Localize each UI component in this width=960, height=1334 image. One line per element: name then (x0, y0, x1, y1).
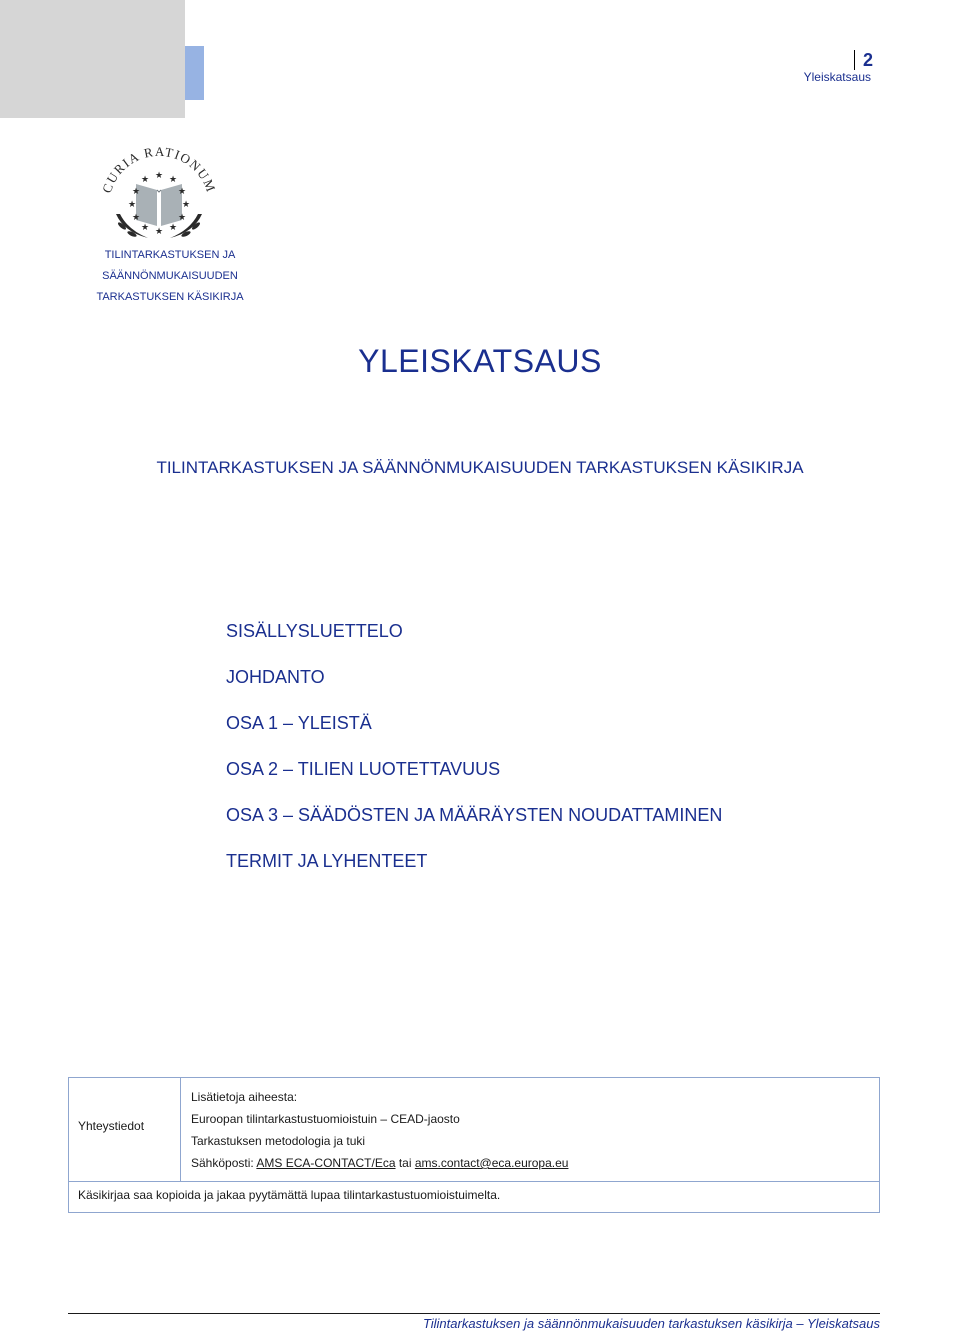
header-blue-band (185, 46, 204, 100)
email-link-external[interactable]: ams.contact@eca.europa.eu (414, 1156, 569, 1170)
contact-organisation: Euroopan tilintarkastustuomioistuin – CEAD-jaosto (191, 1112, 460, 1126)
svg-text:★: ★ (177, 187, 187, 197)
book-icon (136, 184, 182, 226)
contact-label: Yhteystiedot (78, 1119, 145, 1133)
toc-item-part-1[interactable]: OSA 1 – YLEISTÄ (226, 713, 372, 733)
svg-text:★: ★ (168, 175, 178, 185)
page-subtitle: TILINTARKASTUKSEN JA SÄÄNNÖNMUKAISUUDEN TARKASTUKSEN KÄSIKIRJA (156, 458, 804, 477)
footer-text: Tilintarkastuksen ja säännönmukaisuuden tarkastuksen käsikirja – Yleiskatsaus (422, 1316, 880, 1331)
contact-divider (69, 1181, 879, 1182)
footer-rule (68, 1313, 880, 1314)
logo-motto-text (99, 144, 219, 195)
side-title-line-2: SÄÄNNÖNMUKAISUUDEN (102, 270, 238, 282)
contact-info-heading: Lisätietoja aiheesta: (191, 1090, 298, 1104)
contact-unit: Tarkastuksen metodologia ja tuki (191, 1134, 366, 1148)
side-title-line-3: TARKASTUKSEN KÄSIKIRJA (96, 291, 244, 303)
svg-text:★: ★ (177, 213, 187, 223)
side-title-line-1: TILINTARKASTUKSEN JA (104, 249, 236, 261)
svg-text:★: ★ (127, 200, 137, 210)
page-number: 2 (854, 50, 873, 70)
svg-text:★: ★ (131, 213, 141, 223)
running-title: Yleiskatsaus (803, 70, 871, 84)
toc-item-contents[interactable]: SISÄLLYSLUETTELO (226, 621, 403, 641)
table-of-contents (226, 619, 722, 895)
svg-text:★: ★ (154, 171, 164, 181)
header-gray-band (0, 0, 185, 118)
email-prefix: Sähköposti: (191, 1156, 257, 1170)
svg-text:★: ★ (181, 200, 191, 210)
contact-email-line (191, 1156, 568, 1170)
svg-text:★: ★ (140, 223, 150, 233)
email-link-internal[interactable]: AMS ECA-CONTACT/Eca (256, 1156, 396, 1170)
copy-notice: Käsikirjaa saa kopioida ja jakaa pyytämättä lupaa tilintarkastustuomioistuimelta. (78, 1188, 501, 1202)
svg-text:★: ★ (140, 175, 150, 185)
toc-item-terms[interactable]: TERMIT JA LYHENTEET (226, 851, 428, 871)
svg-text:★: ★ (131, 187, 141, 197)
svg-text:★: ★ (154, 227, 164, 237)
toc-item-part-3[interactable]: OSA 3 – SÄÄDÖSTEN JA MÄÄRÄYSTEN NOUDATTAMINEN (226, 805, 723, 825)
eca-logo (96, 134, 222, 242)
toc-item-introduction[interactable]: JOHDANTO (226, 667, 325, 687)
contact-label-cell (69, 1078, 181, 1181)
contact-box (68, 1077, 880, 1213)
logo-motto-path: CURIA RATIONUM (98, 143, 220, 195)
svg-text:★: ★ (168, 223, 178, 233)
page-title: YLEISKATSAUS (358, 343, 602, 379)
toc-item-part-2[interactable]: OSA 2 – TILIEN LUOTETTAVUUS (226, 759, 501, 779)
email-joiner: tai (395, 1156, 415, 1170)
